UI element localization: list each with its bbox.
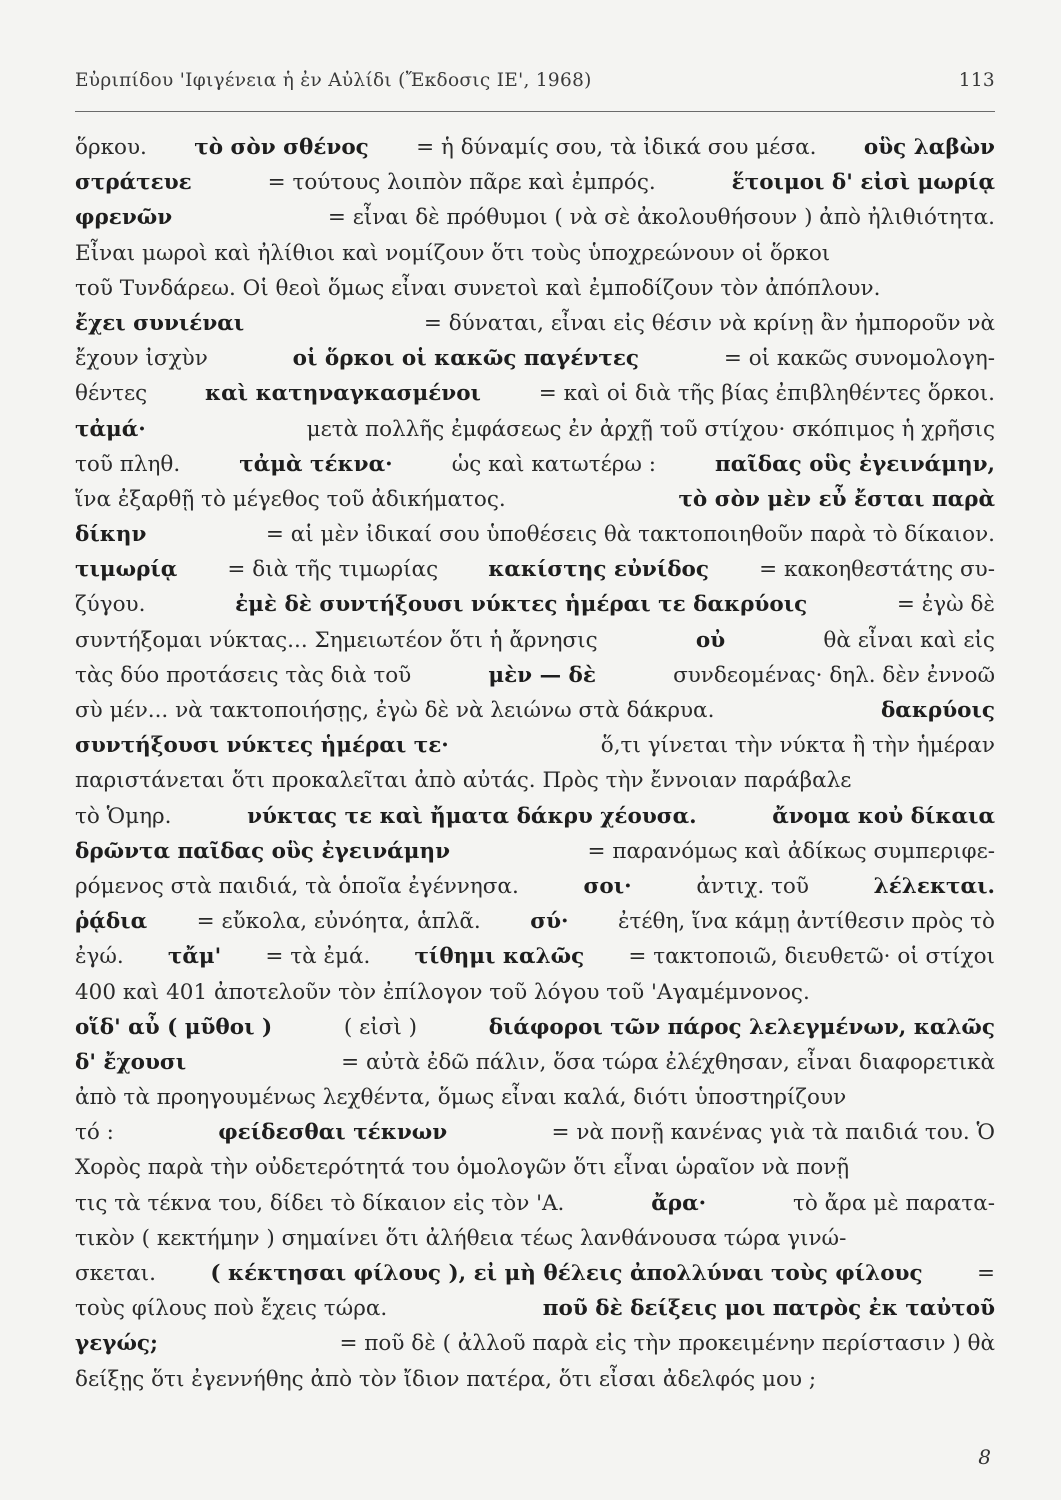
gloss-text: ὅ,τι γίνεται τὴν νύκτα ἢ τὴν ἡμέραν	[600, 733, 995, 759]
lemma-bold: ποῦ δὲ δείξεις μοι πατρὸς ἐκ ταὐτοῦ	[542, 1296, 995, 1322]
running-header	[75, 70, 995, 91]
lemma-bold: τἀμὰ τέκνα·	[239, 451, 393, 477]
gloss-text: ὡς καὶ κατωτέρω :	[451, 451, 656, 477]
gloss-text: ἐτέθη, ἵνα κάμῃ ἀντίθεσιν πρὸς τὸ	[617, 909, 995, 935]
text-line	[75, 236, 995, 271]
text-line	[75, 447, 995, 482]
text-line	[75, 306, 995, 341]
text-line	[75, 482, 995, 517]
text-line	[75, 1115, 995, 1150]
gloss-text: συντήξομαι νύκτας... Σημειωτέον ὅτι ἡ ἄρνησις	[75, 627, 598, 653]
gloss-text: ἔχουν ἰσχὺν	[75, 346, 208, 372]
text-line	[75, 341, 995, 376]
gloss-text: = τακτοποιῶ, διευθετῶ· οἱ στίχοι	[628, 944, 995, 970]
gloss-text: τὰς δύο προτάσεις τὰς διὰ τοῦ	[75, 662, 412, 688]
gloss-text: = αἱ μὲν ἰδικαί σου ὑποθέσεις θὰ τακτοποιηθοῦν παρὰ τὸ δίκαιον.	[265, 522, 995, 548]
gloss-text: = εἶναι δὲ πρόθυμοι ( νὰ σὲ ἀκολουθήσουν ) ἀπὸ ἠλιθιότητα.	[327, 205, 995, 231]
lemma-bold: δακρύοις	[880, 698, 995, 723]
text-line	[75, 1080, 995, 1115]
lemma-bold: οἱ ὅρκοι οἱ κακῶς παγέντες	[292, 346, 639, 372]
lemma-bold: μὲν — δὲ	[488, 662, 596, 688]
text-line	[75, 1045, 995, 1080]
text-line	[75, 1010, 995, 1045]
lemma-bold: στράτευε	[75, 170, 192, 196]
gloss-text: ζύγου.	[75, 592, 146, 618]
gloss-text: ρόμενος στὰ παιδιά, τὰ ὁποῖα ἐγέννησα.	[75, 873, 519, 899]
text-line	[75, 869, 995, 904]
lemma-bold: ἔχει συνιέναι	[75, 310, 245, 336]
text-line	[75, 658, 995, 693]
text-line	[75, 271, 995, 306]
lemma-bold: σοι·	[583, 873, 632, 899]
lemma-bold: ῥᾴδια	[75, 909, 148, 935]
text-line	[75, 1326, 995, 1361]
text-line	[75, 623, 995, 658]
text-line	[75, 587, 995, 622]
gloss-text: = ποῦ δὲ ( ἀλλοῦ παρὰ εἰς τὴν προκειμένην περίστασιν ) θὰ	[339, 1331, 995, 1357]
text-line	[75, 412, 995, 447]
lemma-bold: λέλεκται.	[873, 873, 995, 899]
header-rule	[75, 111, 995, 112]
gloss-text: = τούτους λοιπὸν πᾶρε καὶ ἐμπρός.	[267, 170, 656, 196]
text-line	[75, 975, 995, 1010]
text-line	[75, 517, 995, 552]
lemma-bold: ( κέκτησαι φίλους ), εἰ μὴ θέλεις ἀπολλύναι τοὺς φίλους	[210, 1261, 923, 1286]
lemma-bold: οὓς λαβὼν	[863, 135, 995, 160]
lemma-bold: τὸ σὸν μὲν εὖ ἔσται παρὰ	[678, 486, 995, 512]
gloss-text: Χορὸς παρὰ τὴν οὐδετερότητά του ὁμολογῶν ὅτι εἶναι ὡραῖον νὰ πονῇ	[75, 1155, 850, 1181]
gloss-text: = οἱ κακῶς συνομολογη-	[723, 346, 995, 372]
lemma-bold: τἀμά·	[75, 416, 146, 442]
gloss-text: ἐγώ.	[75, 944, 124, 970]
text-line	[75, 799, 995, 834]
gloss-text: τὸ Ὁμηρ.	[75, 803, 172, 829]
text-line	[75, 728, 995, 763]
lemma-bold: ἄρα·	[651, 1190, 707, 1216]
text-line	[75, 693, 995, 728]
text-line	[75, 904, 995, 939]
gloss-text: = παρανόμως καὶ ἀδίκως συμπεριφε-	[587, 838, 995, 864]
gloss-text: = ἡ δύναμίς σου, τὰ ἰδικά σου μέσα.	[416, 135, 817, 160]
gloss-text: δείξῃς ὅτι ἐγεννήθης ἀπὸ τὸν ἴδιον πατέρα, ὅτι εἶσαι ἀδελφός μου ;	[75, 1366, 817, 1392]
text-line	[75, 1256, 995, 1291]
lemma-bold: διάφοροι τῶν πάρος λελεγμένων, καλῶς	[488, 1014, 995, 1040]
signature-mark: 8	[978, 1445, 991, 1469]
lemma-bold: νύκτας τε καὶ ἤματα δάκρυ χέουσα.	[247, 803, 697, 829]
lemma-bold: φείδεσθαι τέκνων	[218, 1120, 448, 1146]
lemma-bold: κακίστης εὐνίδος	[488, 557, 709, 583]
lemma-bold: ἄνομα κοὐ δίκαια	[772, 803, 995, 829]
text-line	[75, 552, 995, 587]
gloss-text: σκεται.	[75, 1261, 156, 1286]
gloss-text: =	[976, 1261, 995, 1286]
gloss-text: συνδεομένας· δηλ. δὲν ἐννοῶ	[673, 662, 995, 688]
gloss-text: παριστάνεται ὅτι προκαλεῖται ἀπὸ αὐτάς. Πρὸς τὴν ἔννοιαν παράβαλε	[75, 768, 852, 794]
gloss-text: τοὺς φίλους ποὺ ἔχεις τώρα.	[75, 1296, 388, 1322]
lemma-bold: δίκην	[75, 522, 147, 548]
gloss-text: ἵνα ἐξαρθῇ τὸ μέγεθος τοῦ ἀδικήματος.	[75, 486, 506, 512]
lemma-bold: καὶ κατηναγκασμένοι	[205, 381, 481, 407]
gloss-text: τις τὰ τέκνα του, δίδει τὸ δίκαιον εἰς τὸν 'Α.	[75, 1190, 565, 1216]
text-line	[75, 939, 995, 974]
text-line	[75, 1362, 995, 1397]
gloss-text: τικὸν ( κεκτήμην ) σημαίνει ὅτι ἀλήθεια τέως λανθάνουσα τώρα γινώ-	[75, 1225, 847, 1251]
lemma-bold: τιμωρίᾳ	[75, 557, 178, 583]
lemma-bold: δρῶντα παῖδας οὓς ἐγεινάμην	[75, 838, 450, 864]
gloss-text: τοῦ πληθ.	[75, 451, 181, 477]
gloss-text: = τὰ ἐμά.	[265, 944, 371, 970]
text-line	[75, 1150, 995, 1185]
lemma-bold: οὐ	[695, 627, 726, 653]
gloss-text: ἀπὸ τὰ προηγουμένως λεχθέντα, ὅμως εἶναι καλά, διότι ὑποστηρίζουν	[75, 1085, 847, 1111]
text-line	[75, 376, 995, 411]
gloss-text: θὰ εἶναι καὶ εἰς	[823, 627, 995, 653]
gloss-text: τὸ ἄρα μὲ παρατα-	[792, 1190, 995, 1216]
gloss-text: τοῦ Τυνδάρεω. Οἱ θεοὶ ὅμως εἶναι συνετοὶ καὶ ἐμποδίζουν τὸν ἀπόπλουν.	[75, 275, 881, 301]
lemma-bold: τἄμ'	[167, 944, 222, 970]
gloss-text: = κακοηθεστάτης συ-	[759, 557, 995, 583]
gloss-text: θέντες	[75, 381, 148, 407]
running-title: Εὐριπίδου 'Ιφιγένεια ἡ ἐν Αὐλίδι (Ἔκδοσις ΙΕ', 1968)	[75, 70, 592, 91]
text-line	[75, 130, 995, 165]
lemma-bold: ἐμὲ δὲ συντήξουσι νύκτες ἡμέραι τε δακρύοις	[235, 592, 808, 618]
text-line	[75, 1291, 995, 1326]
text-line	[75, 1186, 995, 1221]
gloss-text: Εἶναι μωροὶ καὶ ἠλίθιοι καὶ νομίζουν ὅτι τοὺς ὑποχρεώνουν οἱ ὅρκοι	[75, 240, 831, 266]
text-line	[75, 1221, 995, 1256]
gloss-text: μετὰ πολλῆς ἐμφάσεως ἐν ἀρχῇ τοῦ στίχου· σκόπιμος ἡ χρῆσις	[306, 416, 995, 442]
gloss-text: = αὐτὰ ἐδῶ πάλιν, ὅσα τώρα ἐλέχθησαν, εἶναι διαφορετικὰ	[341, 1049, 995, 1075]
gloss-text: = καὶ οἱ διὰ τῆς βίας ἐπιβληθέντες ὅρκοι.	[538, 381, 995, 407]
gloss-text: = διὰ τῆς τιμωρίας	[227, 557, 439, 583]
lemma-bold: οἵδ' αὖ ( μῦθοι )	[75, 1014, 273, 1040]
text-line	[75, 165, 995, 200]
gloss-text: ὅρκου.	[75, 135, 147, 160]
lemma-bold: φρενῶν	[75, 205, 173, 231]
commentary-body	[75, 130, 995, 1397]
gloss-text: σὺ μέν... νὰ τακτοποιήσῃς, ἐγὼ δὲ νὰ λειώνω στὰ δάκρυα.	[75, 698, 715, 723]
lemma-bold: ἕτοιμοι δ' εἰσὶ μωρίᾳ	[731, 170, 995, 196]
lemma-bold: συντήξουσι νύκτες ἡμέραι τε·	[75, 733, 449, 759]
lemma-bold: δ' ἔχουσι	[75, 1049, 187, 1075]
gloss-text: = νὰ πονῇ κανένας γιὰ τὰ παιδιά του. Ὁ	[551, 1120, 995, 1146]
lemma-bold: τίθημι καλῶς	[414, 944, 585, 970]
gloss-text: = δύναται, εἶναι εἰς θέσιν νὰ κρίνῃ ἂν ἠμποροῦν νὰ	[423, 310, 995, 336]
page-number: 113	[958, 70, 995, 91]
lemma-bold: σύ·	[530, 909, 569, 935]
gloss-text: = ἐγὼ δὲ	[896, 592, 995, 618]
gloss-text: = εὔκολα, εὐνόητα, ἁπλᾶ.	[196, 909, 481, 935]
text-line	[75, 834, 995, 869]
gloss-text: τό :	[75, 1120, 114, 1146]
gloss-text: ( εἰσὶ )	[343, 1014, 417, 1040]
gloss-text: 400 καὶ 401 ἀποτελοῦν τὸν ἐπίλογον τοῦ λόγου τοῦ 'Αγαμέμνονος.	[75, 979, 810, 1005]
lemma-bold: παῖδας οὓς ἐγεινάμην,	[715, 451, 995, 477]
text-line	[75, 200, 995, 235]
text-line	[75, 763, 995, 798]
gloss-text: ἀντιχ. τοῦ	[696, 873, 809, 899]
lemma-bold: γεγώς;	[75, 1331, 158, 1357]
lemma-bold: τὸ σὸν σθένος	[194, 135, 369, 160]
